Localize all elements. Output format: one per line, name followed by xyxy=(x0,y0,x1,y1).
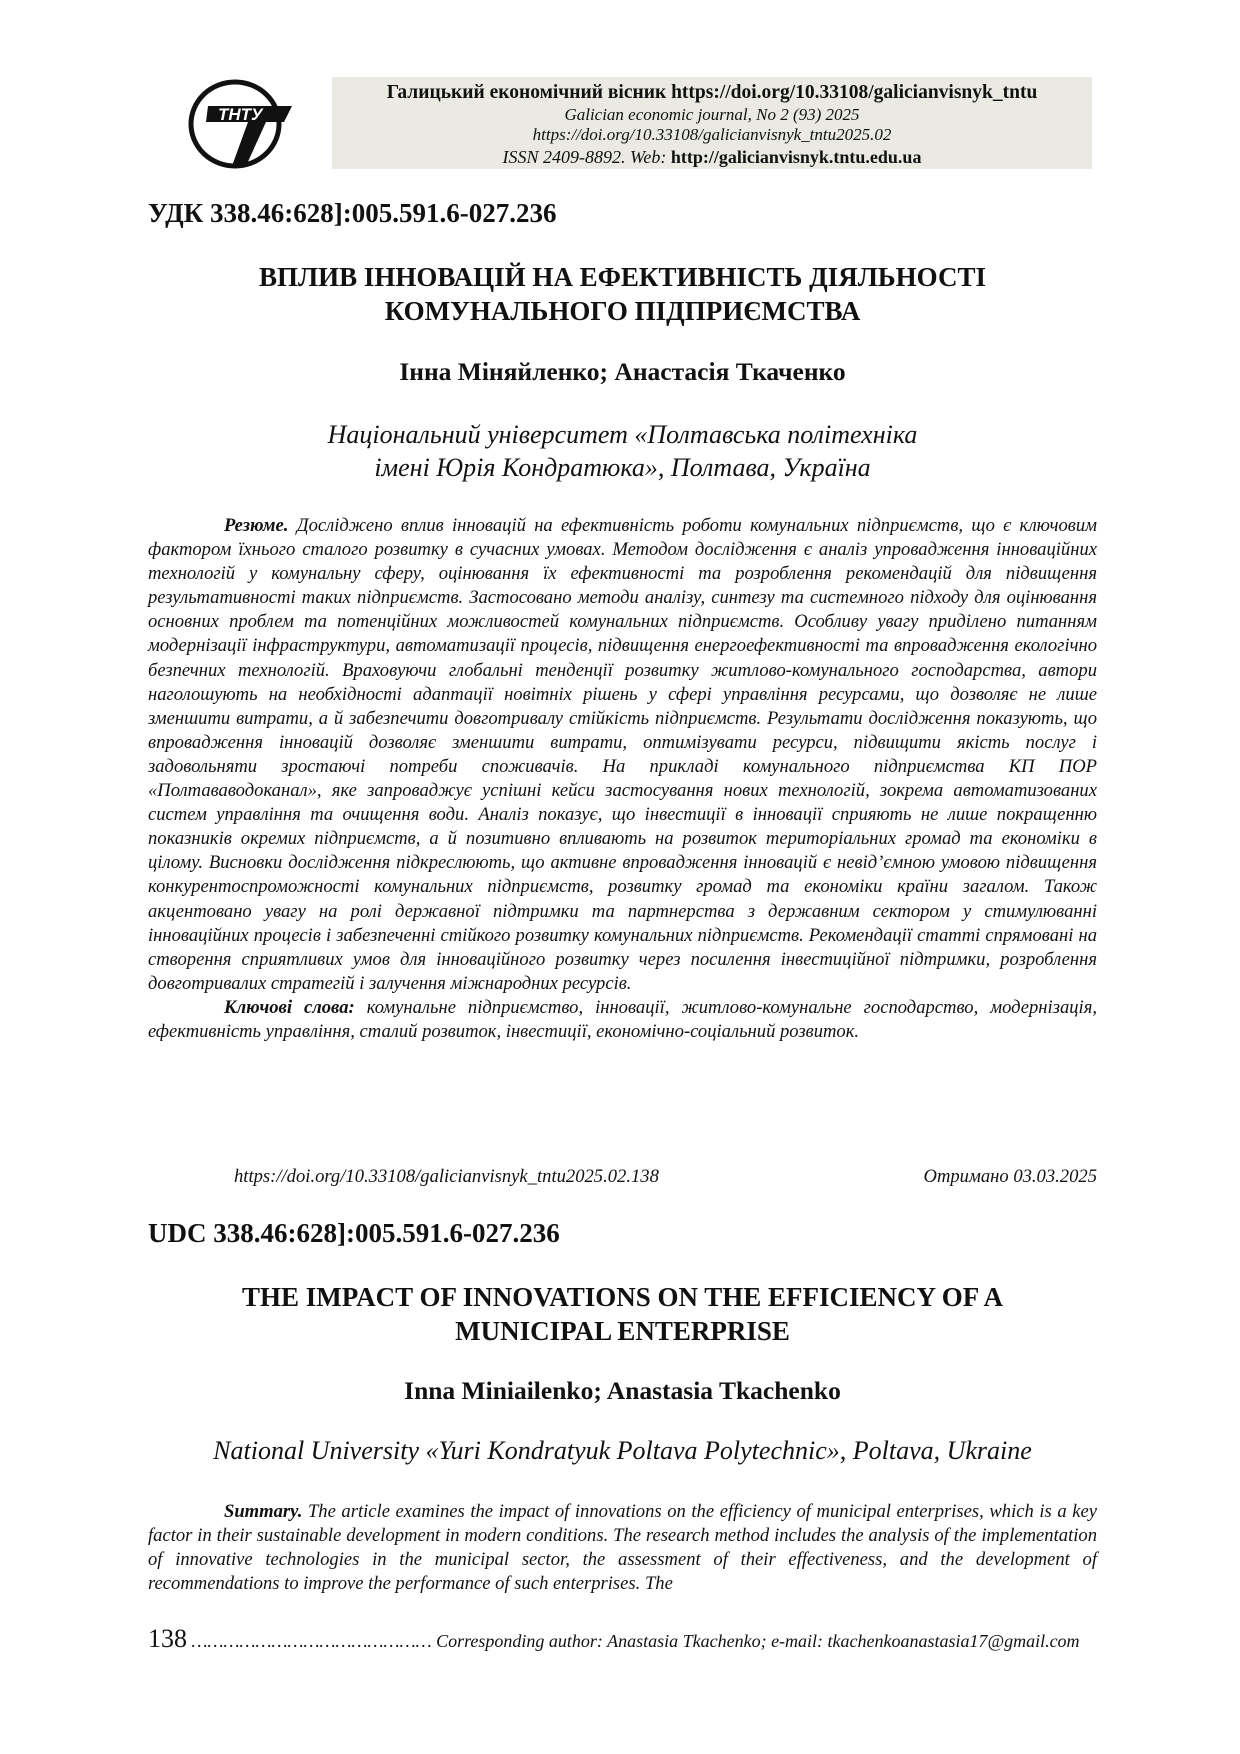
affiliation-uk xyxy=(150,418,1095,484)
journal-issue: Galician economic journal, No 2 (93) 2025 xyxy=(564,105,860,124)
footer-dots: ……………………………………… xyxy=(191,1631,432,1651)
corresponding-author: Corresponding author: Anastasia Tkachenko; e-mail: tkachenkoanastasia17@gmail.com xyxy=(436,1631,1080,1651)
keywords-text-uk: комунальне підприємство, інновації, житлово-комунальне господарство, модернізація, ефективність управління, сталий розвиток, інвестиції, економічно-соціальний розвиток. xyxy=(148,996,1097,1042)
summary-label-en: Summary. xyxy=(224,1501,303,1522)
journal-issue-doi: https://doi.org/10.33108/galicianvisnyk_tntu2025.02 xyxy=(532,125,892,144)
journal-url-link[interactable]: http://galicianvisnyk.tntu.edu.ua xyxy=(670,147,922,167)
title-en-line2: MUNICIPAL ENTERPRISE xyxy=(455,1316,790,1346)
issn-text: ISSN 2409-8892. xyxy=(502,147,631,167)
tntu-logo xyxy=(188,76,296,172)
abstract-uk xyxy=(148,514,1097,1044)
authors-en: Inna Miniailenko; Anastasia Tkachenko xyxy=(404,1376,841,1405)
title-uk-line1: ВПЛИВ ІННОВАЦІЙ НА ЕФЕКТИВНІСТЬ ДІЯЛЬНОСТІ xyxy=(258,262,987,292)
affil-uk-line2: імені Юрія Кондратюка», Полтава, Україна xyxy=(374,453,871,482)
received-date: Отримано 03.03.2025 xyxy=(923,1166,1097,1187)
summary-text-en: The article examines the impact of innovations on the efficiency of municipal enterprises, which is a key factor in their sustainable development in modern conditions. The research method includes the analysis of the implementation of innovative technologies in the municipal sector, the assessment of their effectiveness, and the development of recommendations to improve the performance of such enterprises. The xyxy=(148,1501,1097,1595)
article-title-uk xyxy=(150,260,1095,328)
journal-title: Галицький економічний вісник https://doi.org/10.33108/galicianvisnyk_tntu xyxy=(386,82,1038,103)
article-doi-link[interactable]: https://doi.org/10.33108/galicianvisnyk_tntu2025.02.138 xyxy=(234,1166,659,1187)
udc-en: UDC 338.46:628]:005.591.6-027.236 xyxy=(148,1218,560,1248)
journal-header xyxy=(332,77,1092,169)
affil-uk-line1: Національний університет «Полтавська політехніка xyxy=(327,420,918,449)
title-uk-line2: КОМУНАЛЬНОГО ПІДПРИЄМСТВА xyxy=(384,296,861,326)
summary-label-uk: Резюме. xyxy=(224,515,289,536)
web-label: Web: xyxy=(630,147,671,167)
title-en-line1: THE IMPACT OF INNOVATIONS ON THE EFFICIENCY OF A xyxy=(241,1282,1004,1312)
page-footer xyxy=(148,1624,1097,1654)
udc-uk: УДК 338.46:628]:005.591.6-027.236 xyxy=(148,198,557,228)
keywords-label-uk: Ключові слова: xyxy=(224,996,355,1018)
abstract-en xyxy=(148,1500,1097,1596)
summary-text-uk: Досліджено вплив інновацій на ефективність роботи комунальних підприємств, що є ключовим фактором їхнього сталого розвитку в сучасних умовах. Методом дослідження є аналіз упровадження інноваційних технологій у комунальну сферу, оцінювання їх ефективності та розроблення рекомендацій для підвищення результативності таких підприємств. Застосовано методи аналізу, синтезу та системного підходу для оцінювання основних проблем та потенційних можливостей комунальних підприємств. Особливу увагу приділено питанням модернізації інфраструктури, автоматизації процесів, підвищення енергоефективності та впровадження екологічно безпечних технологій. Враховуючи глобальні тенденції розвитку житлово-комунального господарства, автори наголошують на необхідності адаптації новітніх рішень у сфері управління ресурсами, що дозволяє не лише зменшити витрати, а й забезпечити довготривалу стійкість підприємств. Результати дослідження показують, що впровадження інновацій дозволяє зменшити витрати, оптимізувати ресурси, підвищити якість послуг і задовольняти зростаючі потреби споживачів. На прикладі комунального підприємства КП ПОР «Полтававодоканал», яке запроваджує успішні кейси застосування нових технологій, зокрема автоматизованих систем управління та очищення води. Аналіз показує, що інвестиції в інновації сприяють не лише покращенню показників окремих підприємств, а й позитивно впливають на розвиток територіальних громад та економіки в цілому. Висновки дослідження підкреслюють, що активне впровадження інновацій є невід’ємною умовою підвищення конкурентоспроможності комунальних підприємств, розвитку громад та економіки країни загалом. Також акцентовано увагу на ролі державної підтримки та партнерства з державним сектором у стимулюванні інноваційних процесів і забезпеченні стійкого розвитку комунальних підприємств. Рекомендації статті спрямовані на створення сприятливих умов для інноваційного розвитку через посилення інвестиційної підтримки, розроблення довготривалих стратегій і залучення міжнародних ресурсів. xyxy=(148,515,1097,994)
article-title-en xyxy=(150,1280,1095,1348)
logo-text: ТНТУ xyxy=(218,105,263,124)
journal-issn xyxy=(332,145,1092,169)
affiliation-en: National University «Yuri Kondratyuk Poltava Polytechnic», Poltava, Ukraine xyxy=(213,1436,1032,1465)
authors-uk: Інна Міняйленко; Анастасія Ткаченко xyxy=(399,357,846,386)
page-number: 138 xyxy=(148,1624,187,1653)
